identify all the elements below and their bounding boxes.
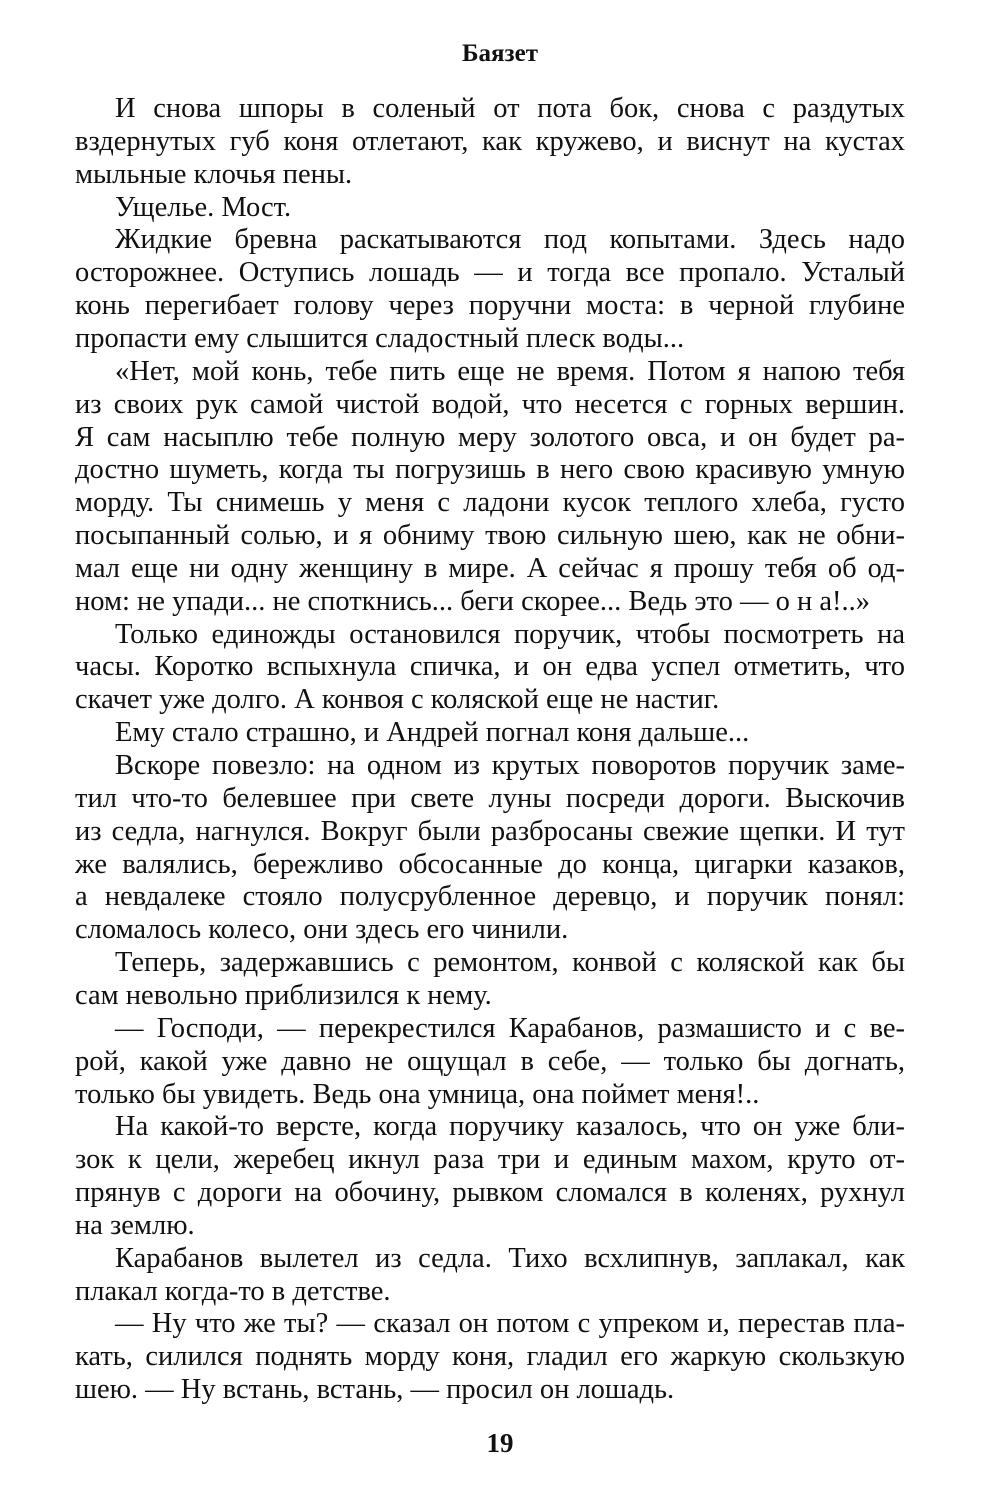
- text-line: морду. Ты снимешь у меня с ладони кусок теплого хлеба, густо: [75, 487, 905, 519]
- text-line: — Ну что же ты? — сказал он потом с упреком и, перестав пла-: [115, 1308, 905, 1340]
- text-line: И снова шпоры в соленый от пота бок, снова с раздутых: [115, 93, 905, 124]
- text-line: зок к цели, жеребец икнул раза три и единым махом, круто от-: [75, 1144, 905, 1176]
- text-line: а невдалеке стояло полусрубленное деревцо, и поручик понял:: [75, 881, 905, 913]
- text-line: Ущелье. Мост.: [115, 191, 292, 223]
- text-line: Я сам насыплю тебе полную меру золотого овса, и он будет ра-: [75, 421, 905, 453]
- text-line: плакал когда-то в детстве.: [75, 1275, 391, 1307]
- page-number: 19: [486, 1428, 514, 1458]
- text-line: Вскоре повезло: на одном из крутых поворотов поручик заме-: [115, 750, 905, 781]
- text-line: скачет уже долго. А конвоя с коляской еще не настиг.: [75, 684, 720, 716]
- text-line: Теперь, задержавшись с ремонтом, конвой с коляской как бы: [115, 947, 905, 979]
- text-line: только бы увидеть. Ведь она умница, она поймет меня!..: [75, 1078, 760, 1110]
- text-line: Карабанов вылетел из седла. Тихо всхлипнув, заплакал, как: [115, 1242, 905, 1274]
- text-line: из своих рук самой чистой водой, что несется с горных вершин.: [75, 388, 905, 420]
- text-line: сломалось колесо, они здесь его чинили.: [75, 914, 569, 946]
- text-line: конь перегибает голову через поручни моста: в черной глубине: [75, 290, 905, 322]
- text-line: Только единожды остановился поручик, чтобы посмотреть на: [115, 618, 905, 650]
- text-line: мыльные клочья пены.: [75, 158, 353, 190]
- text-line: Ему стало страшно, и Андрей погнал коня дальше...: [115, 717, 750, 749]
- text-line: — Господи, — перекрестился Карабанов, размашисто и с ве-: [115, 1012, 905, 1044]
- text-line: сам невольно приблизился к нему.: [75, 979, 492, 1011]
- text-line: вздернутых губ коня отлетают, как кружево, и виснут на кустах: [75, 125, 905, 157]
- text-line: осторожнее. Оступись лошадь — и тогда все пропало. Усталый: [75, 257, 905, 289]
- text-line: же валялись, бережливо обсосанные до конца, цигарки казаков,: [75, 848, 905, 880]
- text-line: пропасти ему слышится сладостный плеск воды...: [75, 322, 685, 354]
- text-line: кать, силился поднять морду коня, гладил его жаркую скользкую: [75, 1341, 905, 1373]
- text-line: шею. — Ну встань, встань, — просил он лошадь.: [75, 1374, 675, 1406]
- running-title: Баязет: [462, 40, 538, 67]
- text-line: мал еще ни одну женщину в мире. А сейчас я прошу тебя об од-: [75, 552, 905, 584]
- text-line: достно шуметь, когда ты погрузишь в него свою красивую умную: [75, 454, 905, 486]
- text-line: прянув с дороги на обочину, рывком сломался в коленях, рухнул: [75, 1177, 905, 1209]
- text-line: на землю.: [75, 1209, 195, 1241]
- text-line: часы. Коротко вспыхнула спичка, и он едва успел отметить, что: [75, 651, 905, 683]
- text-line: «Нет, мой конь, тебе пить еще не время. Потом я напою тебя: [115, 355, 905, 387]
- text-line: рой, какой уже давно не ощущал в себе, — только бы догнать,: [75, 1045, 905, 1077]
- text-line: Жидкие бревна раскатываются под копытами. Здесь надо: [115, 224, 905, 256]
- text-line: На какой-то версте, когда поручику казалось, что он уже бли-: [115, 1111, 905, 1143]
- text-line: тил что-то белевшее при свете луны посреди дороги. Выскочив: [75, 782, 905, 814]
- text-line: ном: не упади... не споткнись... беги скорее... Ведь это — о н а!..»: [75, 585, 871, 617]
- text-line: посыпанный солью, и я обниму твою сильную шею, как не обни-: [75, 520, 905, 552]
- text-line: из седла, нагнулся. Вокруг были разбросаны свежие щепки. И тут: [75, 815, 905, 847]
